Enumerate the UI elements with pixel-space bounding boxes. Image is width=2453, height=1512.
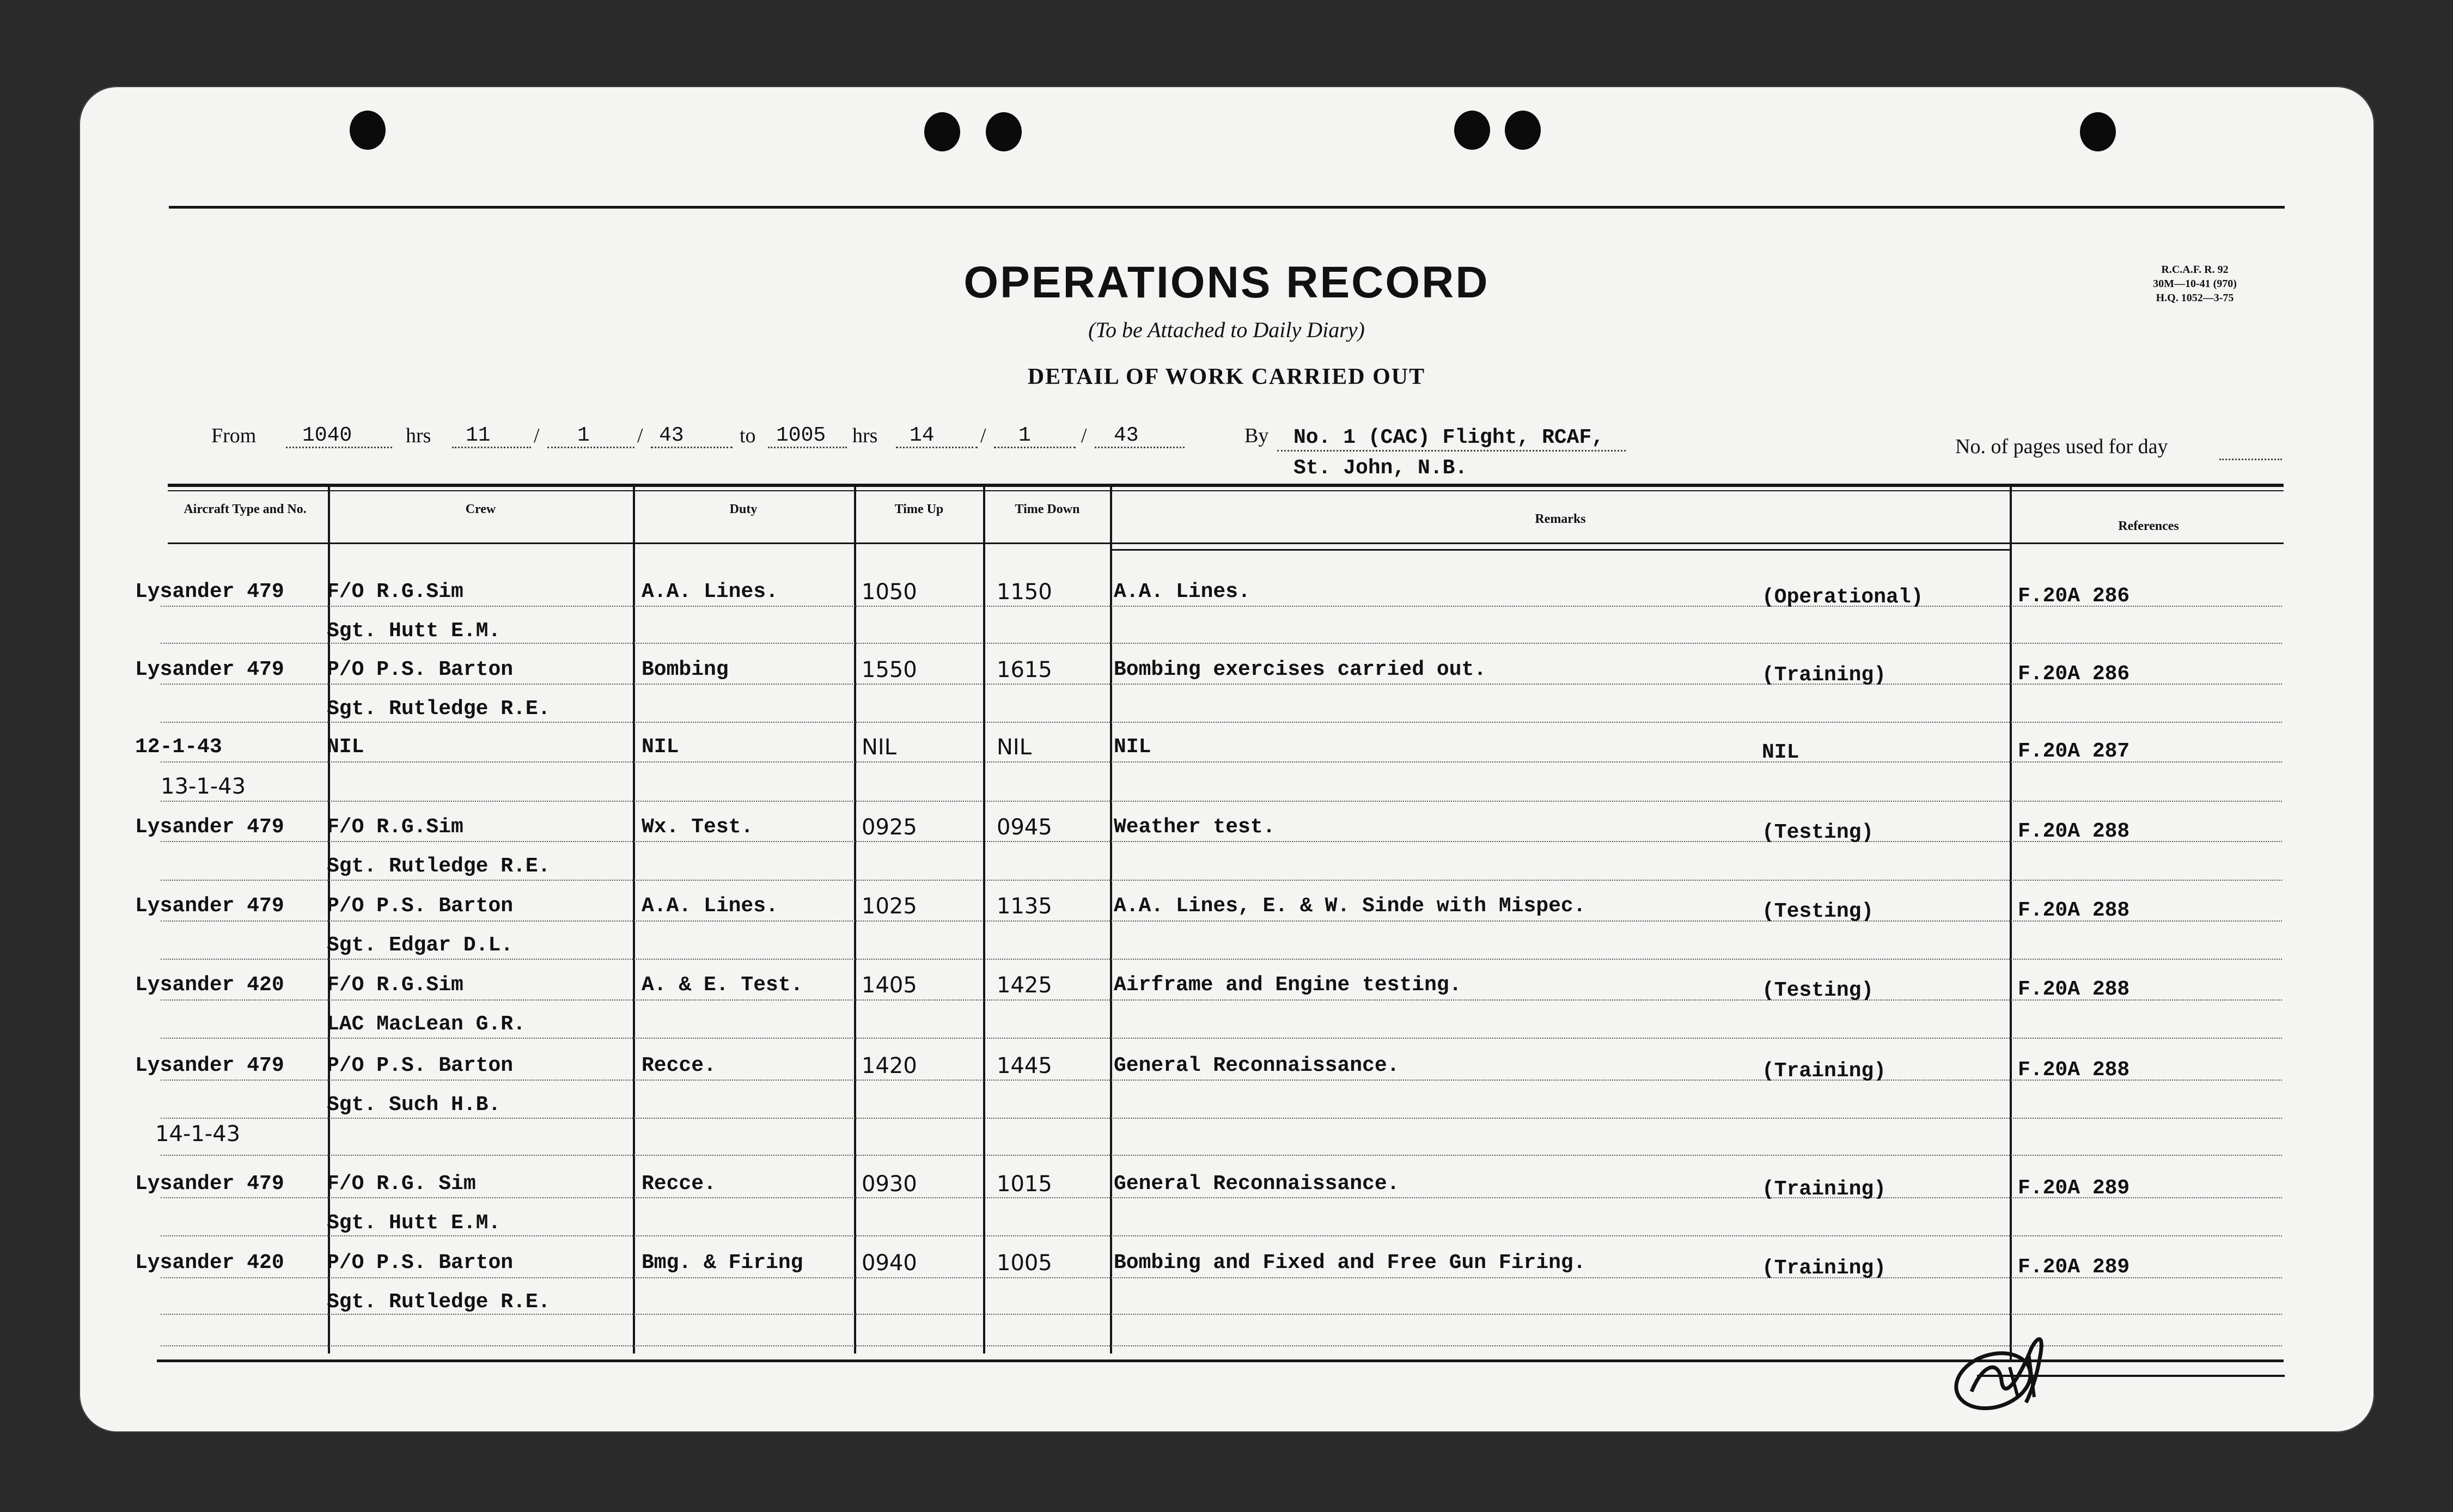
remarks-cell: Airframe and Engine testing. — [1114, 973, 1462, 997]
punch-hole — [2080, 112, 2116, 151]
time-up-cell: 1025 — [862, 894, 917, 919]
column-header-duty: Duty — [729, 502, 758, 516]
dotline — [2219, 459, 2282, 460]
crew-primary-cell: P/O P.S. Barton — [327, 658, 514, 681]
hrs-label: hrs — [406, 424, 431, 447]
row-rule — [161, 1277, 2282, 1278]
to-time: 1005 — [776, 424, 826, 447]
dotline — [452, 447, 531, 448]
duty-cell: Bmg. & Firing — [642, 1251, 803, 1275]
reference-cell: F.20A 289 — [2018, 1255, 2130, 1279]
row-rule — [161, 1197, 2282, 1198]
dotline — [1277, 450, 1626, 452]
aircraft-cell: Lysander 420 — [135, 1251, 284, 1275]
reference-cell: F.20A 288 — [2018, 978, 2130, 1001]
unit-location: St. John, N.B. — [1293, 456, 1468, 480]
crew-secondary-cell: Sgt. Edgar D.L. — [327, 934, 514, 957]
crew-primary-cell: F/O R.G.Sim — [327, 815, 463, 839]
column-header-time-down: Time Down — [1015, 502, 1080, 516]
time-up-cell: 0930 — [862, 1172, 917, 1197]
separator: / — [637, 424, 643, 447]
punch-hole — [1505, 111, 1541, 150]
from-label: From — [211, 424, 257, 447]
table-top-rule-thin — [168, 490, 2284, 491]
category-cell: (Training) — [1762, 1257, 1887, 1280]
time-down-cell: 0945 — [997, 815, 1052, 840]
category-cell: (Testing) — [1762, 821, 1874, 844]
dotline — [651, 447, 733, 448]
crew-secondary-cell: Sgt. Rutledge R.E. — [327, 1290, 551, 1314]
remarks-cell: Bombing exercises carried out. — [1114, 658, 1487, 681]
duty-cell: A.A. Lines. — [642, 580, 778, 603]
time-down-cell: 1005 — [997, 1251, 1052, 1276]
category-cell: NIL — [1762, 741, 1799, 764]
reference-cell: F.20A 286 — [2018, 662, 2130, 686]
row-rule — [161, 999, 2282, 1001]
row-rule — [161, 801, 2282, 802]
dotline — [1095, 447, 1185, 448]
time-up-cell: 1550 — [862, 657, 917, 682]
row-rule — [161, 684, 2282, 685]
pages-label: No. of pages used for day — [1955, 435, 2168, 458]
crew-primary-cell: F/O R.G.Sim — [327, 973, 463, 997]
row-rule — [161, 880, 2282, 881]
table-top-rule — [168, 484, 2284, 487]
punch-hole — [1454, 111, 1490, 150]
crew-secondary-cell: LAC MacLean G.R. — [327, 1013, 526, 1036]
time-down-cell: 1135 — [997, 894, 1052, 919]
crew-secondary-cell: Sgt. Rutledge R.E. — [327, 697, 551, 721]
crew-primary-cell: NIL — [327, 735, 364, 759]
remarks-cell: NIL — [1114, 735, 1151, 759]
time-down-cell: 1150 — [997, 580, 1052, 605]
row-rule — [161, 1080, 2282, 1081]
time-up-cell: 1420 — [862, 1053, 917, 1078]
time-down-cell: 1015 — [997, 1172, 1052, 1197]
time-down-cell: NIL — [997, 735, 1032, 760]
reference-cell: F.20A 287 — [2018, 740, 2130, 763]
time-down-cell: 1425 — [997, 973, 1052, 998]
page-title: OPERATIONS RECORD — [963, 258, 1490, 307]
to-year: 43 — [1114, 424, 1139, 447]
from-time: 1040 — [302, 424, 352, 447]
to-day: 14 — [910, 424, 935, 447]
column-header-rule — [168, 542, 2284, 544]
by-label: By — [1244, 424, 1269, 447]
crew-primary-cell: P/O P.S. Barton — [327, 1251, 514, 1275]
reference-cell: F.20A 286 — [2018, 584, 2130, 608]
row-date: 13-1-43 — [161, 774, 246, 799]
duty-cell: A. & E. Test. — [642, 973, 803, 997]
dotline — [286, 447, 392, 448]
to-label: to — [740, 424, 756, 447]
column-header-aircraft: Aircraft Type and No. — [184, 502, 307, 516]
row-rule — [161, 920, 2282, 922]
reference-cell: F.20A 288 — [2018, 1058, 2130, 1082]
remarks-cell: A.A. Lines, E. & W. Sinde with Mispec. — [1114, 894, 1586, 918]
row-rule — [161, 841, 2282, 842]
column-divider — [1110, 485, 1112, 1354]
row-rule — [161, 1038, 2282, 1039]
form-code: R.C.A.F. R. 92 30M—10-41 (970) H.Q. 1052—3-75 — [2153, 264, 2237, 304]
remarks-header-rule — [1110, 549, 2011, 551]
remarks-cell: General Reconnaissance. — [1114, 1172, 1400, 1196]
row-rule — [161, 1155, 2282, 1156]
signature-mark — [1950, 1315, 2070, 1435]
time-up-cell: 1050 — [862, 580, 917, 605]
time-up-cell: 0940 — [862, 1251, 917, 1276]
crew-secondary-cell: Sgt. Hutt E.M. — [327, 1211, 501, 1235]
punch-hole — [350, 111, 386, 150]
to-month: 1 — [1018, 424, 1031, 447]
duty-cell: A.A. Lines. — [642, 894, 778, 918]
aircraft-cell: Lysander 479 — [135, 894, 284, 918]
column-divider — [633, 485, 635, 1354]
row-rule — [161, 606, 2282, 607]
reference-cell: F.20A 289 — [2018, 1176, 2130, 1200]
row-rule — [161, 1235, 2282, 1236]
column-header-crew: Crew — [465, 502, 496, 516]
dotline — [547, 447, 634, 448]
category-cell: (Training) — [1762, 1178, 1887, 1201]
aircraft-cell: Lysander 479 — [135, 815, 284, 839]
reference-cell: F.20A 288 — [2018, 820, 2130, 843]
aircraft-cell: Lysander 479 — [135, 658, 284, 681]
duty-cell: Bombing — [642, 658, 729, 681]
column-header-remarks: Remarks — [1535, 512, 1586, 526]
row-rule — [161, 1118, 2282, 1119]
page-subtitle: (To be Attached to Daily Diary) — [1088, 318, 1365, 342]
reference-cell: F.20A 288 — [2018, 899, 2130, 922]
aircraft-cell: Lysander 420 — [135, 973, 284, 997]
from-month: 1 — [577, 424, 590, 447]
crew-primary-cell: F/O R.G.Sim — [327, 580, 463, 603]
crew-secondary-cell: Sgt. Such H.B. — [327, 1093, 501, 1117]
row-rule — [161, 959, 2282, 960]
aircraft-cell: Lysander 479 — [135, 1054, 284, 1077]
from-year: 43 — [659, 424, 684, 447]
remarks-cell: General Reconnaissance. — [1114, 1054, 1400, 1077]
duty-cell: Recce. — [642, 1172, 716, 1196]
crew-primary-cell: P/O P.S. Barton — [327, 1054, 514, 1077]
column-header-time-up: Time Up — [894, 502, 944, 516]
column-divider — [983, 485, 985, 1354]
aircraft-cell: Lysander 479 — [135, 1172, 284, 1196]
time-up-cell: 1405 — [862, 973, 917, 998]
duty-cell: NIL — [642, 735, 679, 759]
separator: / — [1081, 424, 1087, 447]
dotline — [896, 447, 978, 448]
unit-name: No. 1 (CAC) Flight, RCAF, — [1293, 426, 1604, 449]
remarks-cell: A.A. Lines. — [1114, 580, 1250, 603]
column-divider — [854, 485, 856, 1354]
from-day: 11 — [466, 424, 491, 447]
column-divider — [2010, 485, 2012, 1362]
row-date: 14-1-43 — [155, 1121, 241, 1147]
category-cell: (Training) — [1762, 663, 1887, 687]
time-up-cell: NIL — [862, 735, 897, 760]
aircraft-cell: Lysander 479 — [135, 580, 284, 603]
aircraft-cell: 12-1-43 — [135, 735, 222, 759]
punch-hole — [924, 112, 960, 151]
separator: / — [980, 424, 986, 447]
crew-secondary-cell: Sgt. Hutt E.M. — [327, 619, 501, 643]
punch-hole — [986, 112, 1022, 151]
dotline — [768, 447, 847, 448]
section-heading: DETAIL OF WORK CARRIED OUT — [1027, 364, 1426, 389]
category-cell: (Training) — [1762, 1059, 1887, 1083]
top-rule — [169, 206, 2285, 209]
category-cell: (Testing) — [1762, 900, 1874, 923]
time-down-cell: 1615 — [997, 657, 1052, 682]
hrs-label: hrs — [852, 424, 878, 447]
duty-cell: Wx. Test. — [642, 815, 754, 839]
crew-primary-cell: P/O P.S. Barton — [327, 894, 514, 918]
separator: / — [534, 424, 540, 447]
column-header-references: References — [2118, 519, 2179, 533]
remarks-cell: Weather test. — [1114, 815, 1276, 839]
crew-secondary-cell: Sgt. Rutledge R.E. — [327, 855, 551, 878]
crew-primary-cell: F/O R.G. Sim — [327, 1172, 476, 1196]
category-cell: (Testing) — [1762, 979, 1874, 1002]
dotline — [994, 447, 1076, 448]
time-up-cell: 0925 — [862, 815, 917, 840]
row-rule — [161, 761, 2282, 763]
category-cell: (Operational) — [1762, 586, 1924, 609]
remarks-cell: Bombing and Fixed and Free Gun Firing. — [1114, 1251, 1586, 1275]
duty-cell: Recce. — [642, 1054, 716, 1077]
row-rule — [161, 722, 2282, 723]
time-down-cell: 1445 — [997, 1053, 1052, 1078]
